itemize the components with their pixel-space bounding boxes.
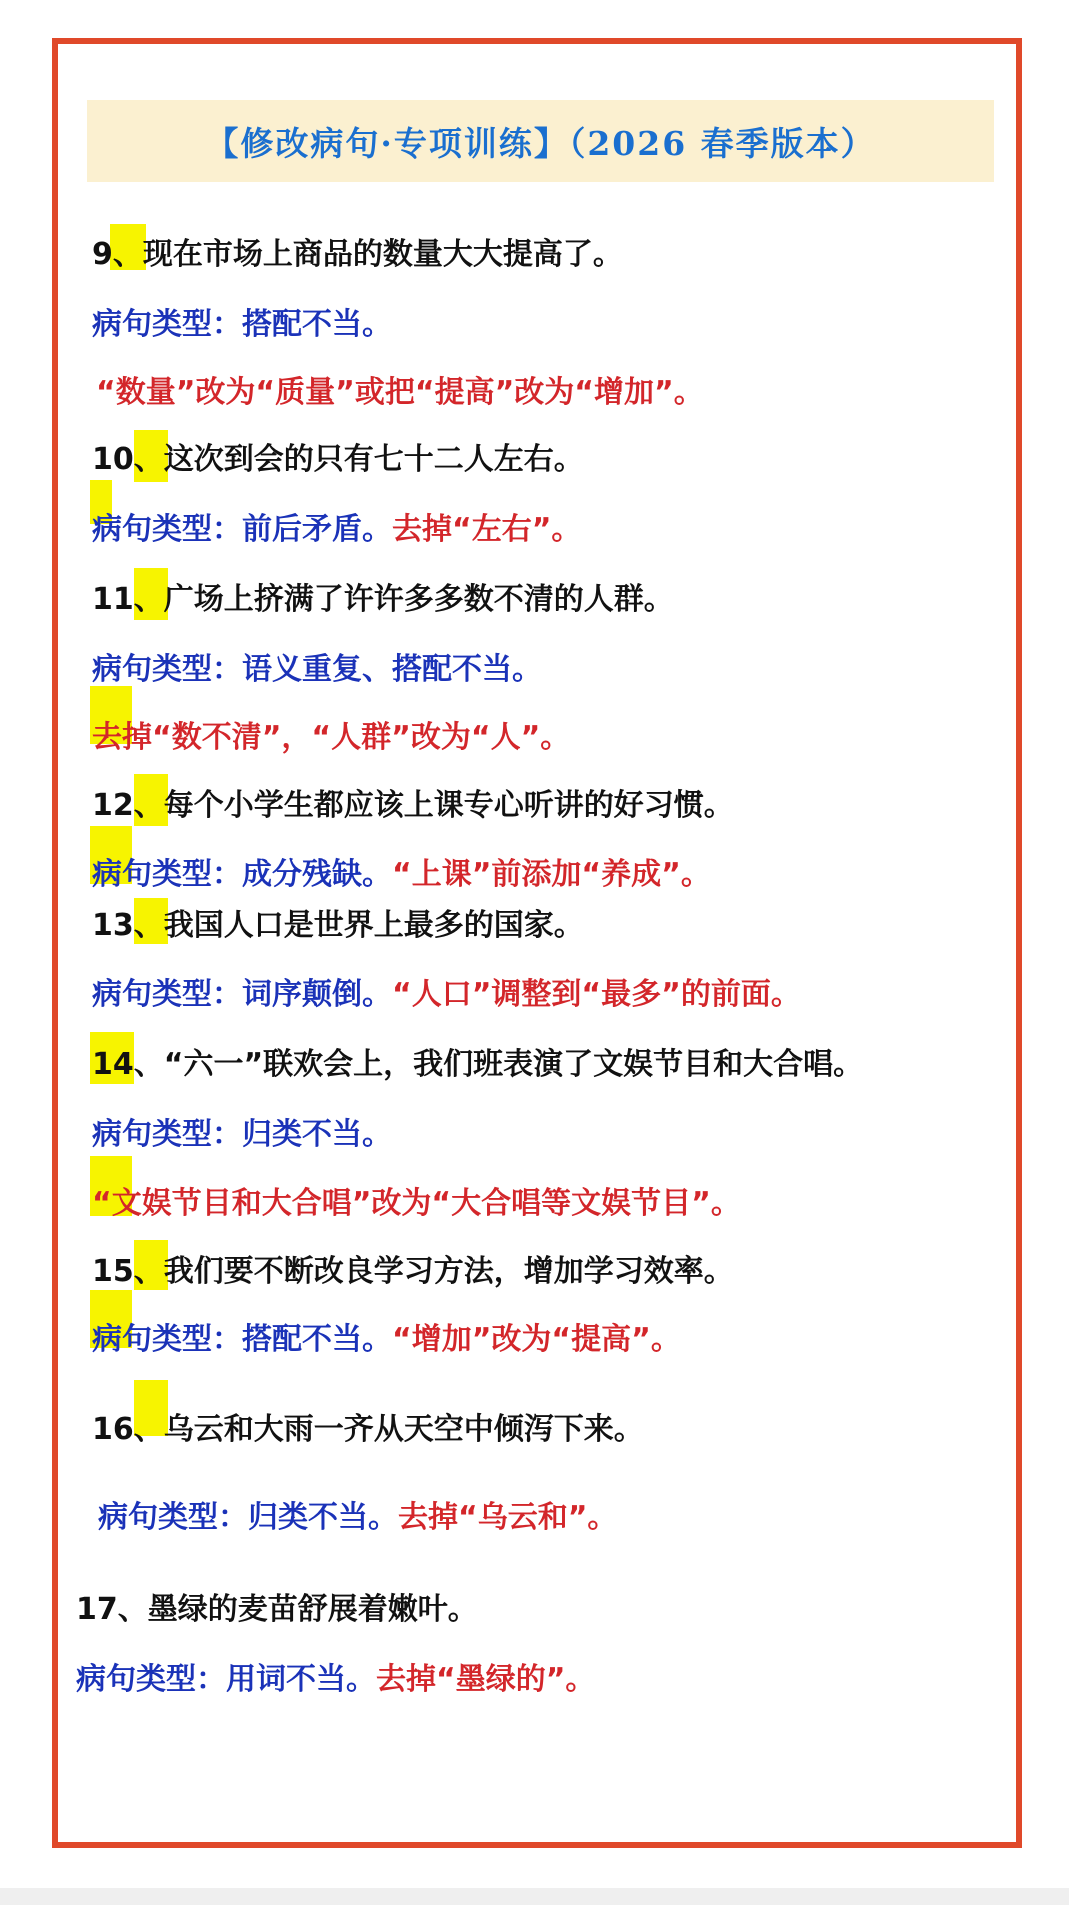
answer-12 [92,855,711,895]
fix-12: “上课”前添加“养成”。 [392,857,711,892]
question-14: 14、“六一”联欢会上，我们班表演了文娱节目和大合唱。 [92,1047,864,1082]
fix-11: 去掉“数不清”，“人群”改为“人”。 [92,720,571,755]
type-16: 病句类型：归类不当。 [98,1500,398,1535]
fix-17: 去掉“墨绿的”。 [376,1662,596,1697]
type-15: 病句类型：搭配不当。 [92,1322,392,1357]
title-banner [87,100,994,182]
page-title: 【修改病句·专项训练】（2026 春季版本） [205,123,876,163]
fix-15: “增加”改为“提高”。 [392,1322,681,1357]
fix-14: “文娱节目和大合唱”改为“大合唱等文娱节目”。 [92,1186,741,1221]
answer-13 [92,975,801,1015]
type-10: 病句类型：前后矛盾。 [92,512,392,547]
type-9: 病句类型：搭配不当。 [92,307,392,342]
question-16: 16、乌云和大雨一齐从天空中倾泻下来。 [92,1412,644,1447]
fix-16: 去掉“乌云和”。 [398,1500,618,1535]
question-12: 12、每个小学生都应该上课专心听讲的好习惯。 [92,788,734,823]
fix-13: “人口”调整到“最多”的前面。 [392,977,801,1012]
question-17: 17、墨绿的麦苗舒展着嫩叶。 [76,1592,478,1627]
question-9: 9、现在市场上商品的数量大大提高了。 [92,237,623,272]
bottom-strip [0,1888,1069,1905]
question-13: 13、我国人口是世界上最多的国家。 [92,908,584,943]
fix-9: “数量”改为“质量”或把“提高”改为“增加”。 [96,375,704,410]
answer-15 [92,1320,681,1360]
type-14: 病句类型：归类不当。 [92,1117,392,1152]
answer-17 [76,1660,595,1700]
type-13: 病句类型：词序颠倒。 [92,977,392,1012]
answer-10 [92,510,581,550]
question-15: 15、我们要不断改良学习方法，增加学习效率。 [92,1254,734,1289]
type-12: 病句类型：成分残缺。 [92,857,392,892]
question-10: 10、这次到会的只有七十二人左右。 [92,442,584,477]
type-11: 病句类型：语义重复、搭配不当。 [92,652,542,687]
answer-16 [98,1498,617,1538]
fix-10: 去掉“左右”。 [392,512,582,547]
question-11: 11、广场上挤满了许许多多数不清的人群。 [92,582,674,617]
type-17: 病句类型：用词不当。 [76,1662,376,1697]
